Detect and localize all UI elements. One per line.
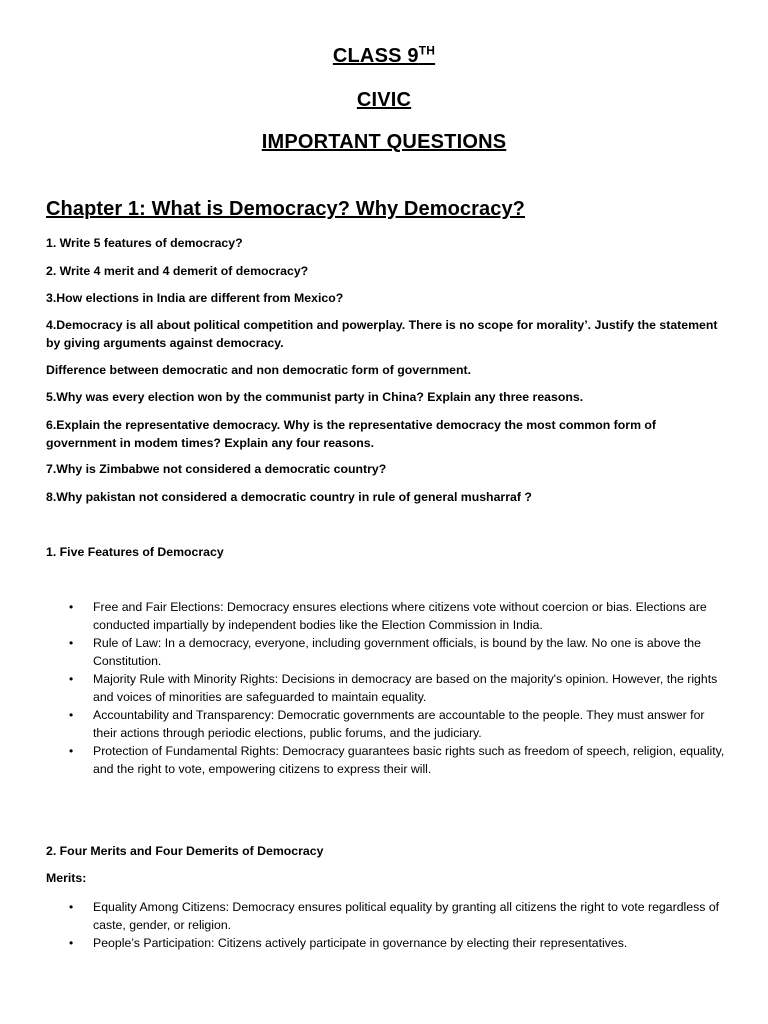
list-item xyxy=(46,742,726,778)
merits-list xyxy=(46,898,726,952)
list-item-text: Free and Fair Elections: Democracy ensures elections where citizens vote without coercion or bias. Elections are conducted impartially by independent bodies like the Election Commission in India. xyxy=(93,600,707,632)
class-superscript: TH xyxy=(418,43,436,58)
list-item-text: People’s Participation: Citizens actively participate in governance by electing their representatives. xyxy=(93,936,628,950)
bullet-icon: • xyxy=(69,672,74,686)
list-item-text: Protection of Fundamental Rights: Democracy guarantees basic rights such as freedom of speech, religion, equality, and the right to vote, empowering citizens to express their will. xyxy=(93,744,725,776)
merits-label: Merits: xyxy=(46,871,87,885)
question-8: 8.Why pakistan not considered a democratic country in rule of general musharraf ? xyxy=(46,490,532,504)
question-difference: Difference between democratic and non democratic form of government. xyxy=(46,363,472,377)
class-title: CLASS 9TH xyxy=(332,43,436,67)
list-item xyxy=(46,898,726,934)
bullet-icon: • xyxy=(69,636,74,650)
question-4: 4.Democracy is all about political competition and powerplay. There is no scope for morality’. Justify the statement by giving arguments against democracy. xyxy=(46,318,718,350)
features-heading: 1. Five Features of Democracy xyxy=(46,545,224,559)
question-7: 7.Why is Zimbabwe not considered a democratic country? xyxy=(46,462,387,476)
list-item xyxy=(46,934,726,952)
list-item-text: Equality Among Citizens: Democracy ensures political equality by granting all citizens the right to vote regardless of caste, gender, or religion. xyxy=(93,900,720,932)
subject-title: CIVIC xyxy=(356,89,412,111)
bullet-icon: • xyxy=(69,936,74,950)
list-item-text: Majority Rule with Minority Rights: Decisions in democracy are based on the majority's opinion. However, the rights and voices of minorities are safeguarded to maintain equality. xyxy=(93,672,718,704)
list-item xyxy=(46,706,726,742)
features-list xyxy=(46,598,726,778)
list-item xyxy=(46,634,726,670)
merits-demerits-heading: 2. Four Merits and Four Demerits of Democracy xyxy=(46,844,324,858)
bullet-icon: • xyxy=(69,900,74,914)
list-item xyxy=(46,670,726,706)
bullet-icon: • xyxy=(69,744,74,758)
question-5: 5.Why was every election won by the communist party in China? Explain any three reasons. xyxy=(46,390,584,404)
list-item-text: Accountability and Transparency: Democratic governments are accountable to the people. They must answer for their actions through periodic elections, public forums, and the judiciary. xyxy=(93,708,705,740)
question-3: 3.How elections in India are different from Mexico? xyxy=(46,291,344,305)
document-heading: IMPORTANT QUESTIONS xyxy=(261,131,507,153)
chapter-title: Chapter 1: What is Democracy? Why Democracy? xyxy=(46,198,525,220)
bullet-icon: • xyxy=(69,708,74,722)
list-item xyxy=(46,598,726,634)
question-2: 2. Write 4 merit and 4 demerit of democracy? xyxy=(46,264,309,278)
list-item-text: Rule of Law: In a democracy, everyone, including government officials, is bound by the law. No one is above the Constitution. xyxy=(93,636,701,668)
question-6: 6.Explain the representative democracy. Why is the representative democracy the most common form of government in modem times? Explain any four reasons. xyxy=(46,418,657,450)
question-1: 1. Write 5 features of democracy? xyxy=(46,236,243,250)
bullet-icon: • xyxy=(69,600,74,614)
